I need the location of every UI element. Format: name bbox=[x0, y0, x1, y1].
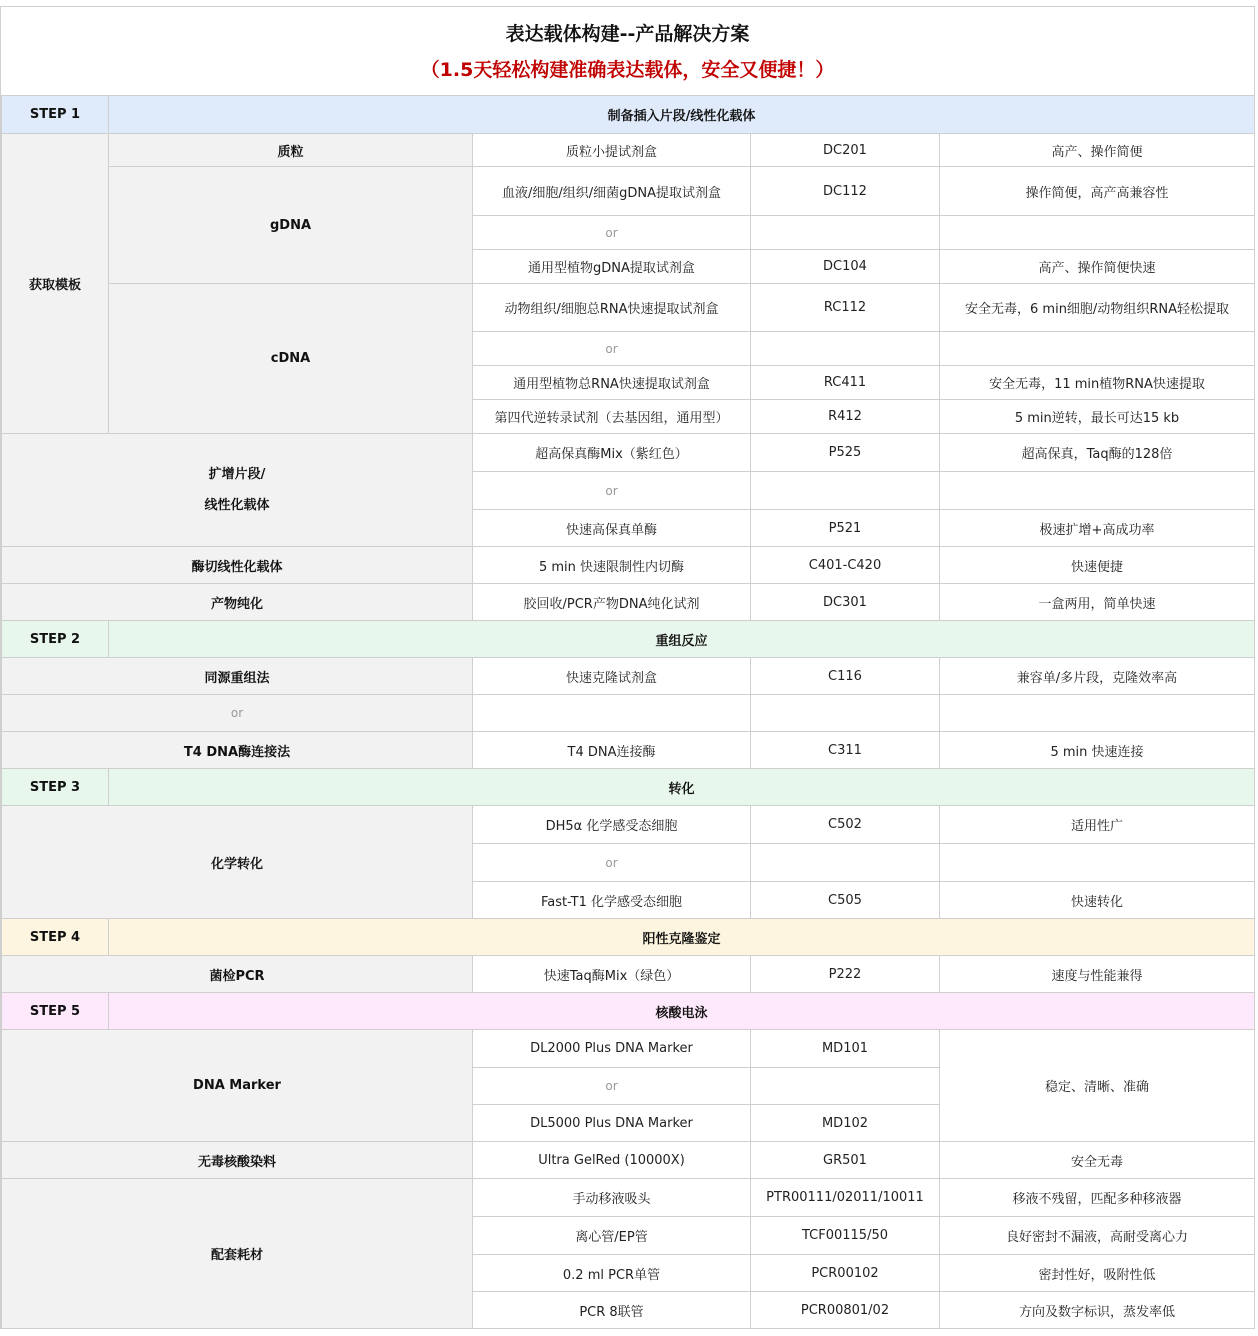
feature-cell: 移液不残留，匹配多种移液器 bbox=[940, 1179, 1255, 1217]
product-cell: 快速高保真单酶 bbox=[473, 510, 751, 547]
table-row bbox=[2, 434, 1255, 472]
table-row bbox=[2, 1030, 1255, 1068]
category-cell: 获取模板 bbox=[2, 134, 109, 434]
feature-cell: 密封性好，吸附性低 bbox=[940, 1255, 1255, 1292]
feature-cell: 极速扩增+高成功率 bbox=[940, 510, 1255, 547]
table-row bbox=[2, 547, 1255, 584]
feature-cell: 一盒两用，简单快速 bbox=[940, 584, 1255, 621]
code-cell: RC112 bbox=[751, 284, 940, 332]
category-cell: 无毒核酸染料 bbox=[2, 1142, 473, 1179]
table-row bbox=[2, 732, 1255, 769]
step-title: 转化 bbox=[109, 769, 1255, 806]
code-cell: DC112 bbox=[751, 167, 940, 216]
step-row bbox=[2, 919, 1255, 956]
code-cell: DC301 bbox=[751, 584, 940, 621]
category-cell: 产物纯化 bbox=[2, 584, 473, 621]
empty-cell bbox=[940, 844, 1255, 882]
or-separator: or bbox=[473, 472, 751, 510]
category-cell: 配套耗材 bbox=[2, 1179, 473, 1329]
feature-cell: 快速转化 bbox=[940, 882, 1255, 919]
code-cell: PCR00801/02 bbox=[751, 1292, 940, 1329]
category-line: 线性化载体 bbox=[204, 498, 270, 513]
empty-cell bbox=[940, 216, 1255, 250]
table-row bbox=[2, 1179, 1255, 1217]
table-row bbox=[2, 167, 1255, 216]
code-cell: DC201 bbox=[751, 134, 940, 167]
product-cell: DL2000 Plus DNA Marker bbox=[473, 1030, 751, 1068]
code-cell: P521 bbox=[751, 510, 940, 547]
step-label: STEP 1 bbox=[2, 96, 109, 134]
step-row bbox=[2, 993, 1255, 1030]
feature-cell: 安全无毒，11 min植物RNA快速提取 bbox=[940, 366, 1255, 400]
subcategory-cell: 质粒 bbox=[109, 134, 473, 167]
category-cell: 菌检PCR bbox=[2, 956, 473, 993]
category-cell: 同源重组法 bbox=[2, 658, 473, 695]
step-title: 核酸电泳 bbox=[109, 993, 1255, 1030]
page-title: 表达载体构建--产品解决方案 bbox=[505, 23, 750, 45]
product-cell: 血液/细胞/组织/细菌gDNA提取试剂盒 bbox=[473, 167, 751, 216]
code-cell: MD102 bbox=[751, 1105, 940, 1142]
table-row bbox=[2, 695, 1255, 732]
solution-panel bbox=[0, 6, 1255, 1329]
header bbox=[1, 7, 1254, 95]
feature-cell: 速度与性能兼得 bbox=[940, 956, 1255, 993]
step-row bbox=[2, 621, 1255, 658]
product-cell: Fast-T1 化学感受态细胞 bbox=[473, 882, 751, 919]
code-cell: C311 bbox=[751, 732, 940, 769]
product-cell: 离心管/EP管 bbox=[473, 1217, 751, 1255]
product-cell: 第四代逆转录试剂（去基因组，通用型） bbox=[473, 400, 751, 434]
feature-cell: 稳定、清晰、准确 bbox=[940, 1030, 1255, 1142]
category-cell bbox=[2, 434, 473, 547]
code-cell: MD101 bbox=[751, 1030, 940, 1068]
feature-cell: 兼容单/多片段，克隆效率高 bbox=[940, 658, 1255, 695]
feature-cell: 5 min 快速连接 bbox=[940, 732, 1255, 769]
product-cell: 胶回收/PCR产物DNA纯化试剂 bbox=[473, 584, 751, 621]
code-cell: DC104 bbox=[751, 250, 940, 284]
code-cell: C505 bbox=[751, 882, 940, 919]
feature-cell: 方向及数字标识，蒸发率低 bbox=[940, 1292, 1255, 1329]
product-cell: 手动移液吸头 bbox=[473, 1179, 751, 1217]
table-row bbox=[2, 584, 1255, 621]
empty-cell bbox=[473, 695, 751, 732]
product-cell: DL5000 Plus DNA Marker bbox=[473, 1105, 751, 1142]
code-cell: PTR00111/02011/10011 bbox=[751, 1179, 940, 1217]
product-cell: 通用型植物总RNA快速提取试剂盒 bbox=[473, 366, 751, 400]
product-cell: 通用型植物gDNA提取试剂盒 bbox=[473, 250, 751, 284]
product-cell: T4 DNA连接酶 bbox=[473, 732, 751, 769]
empty-cell bbox=[940, 695, 1255, 732]
step-row bbox=[2, 769, 1255, 806]
product-cell: DH5α 化学感受态细胞 bbox=[473, 806, 751, 844]
product-cell: 5 min 快速限制性内切酶 bbox=[473, 547, 751, 584]
product-table bbox=[1, 95, 1255, 1329]
subcategory-cell: gDNA bbox=[109, 167, 473, 284]
feature-cell: 良好密封不漏液，高耐受离心力 bbox=[940, 1217, 1255, 1255]
feature-cell: 适用性广 bbox=[940, 806, 1255, 844]
code-cell: P525 bbox=[751, 434, 940, 472]
or-separator: or bbox=[473, 844, 751, 882]
code-cell: C401-C420 bbox=[751, 547, 940, 584]
step-label: STEP 3 bbox=[2, 769, 109, 806]
code-cell: GR501 bbox=[751, 1142, 940, 1179]
feature-cell: 快速便捷 bbox=[940, 547, 1255, 584]
category-cell: T4 DNA酶连接法 bbox=[2, 732, 473, 769]
empty-cell bbox=[751, 695, 940, 732]
or-separator: or bbox=[473, 332, 751, 366]
product-cell: 动物组织/细胞总RNA快速提取试剂盒 bbox=[473, 284, 751, 332]
category-cell: 化学转化 bbox=[2, 806, 473, 919]
or-separator: or bbox=[473, 1068, 751, 1105]
code-cell: C502 bbox=[751, 806, 940, 844]
category-line: 扩增片段/ bbox=[208, 467, 266, 482]
empty-cell bbox=[940, 472, 1255, 510]
empty-cell bbox=[751, 216, 940, 250]
empty-cell bbox=[940, 332, 1255, 366]
table-row bbox=[2, 134, 1255, 167]
category-cell: 酶切线性化载体 bbox=[2, 547, 473, 584]
or-separator: or bbox=[2, 695, 473, 732]
code-cell: RC411 bbox=[751, 366, 940, 400]
product-cell: 快速Taq酶Mix（绿色） bbox=[473, 956, 751, 993]
table-row bbox=[2, 284, 1255, 332]
product-cell: Ultra GelRed (10000X) bbox=[473, 1142, 751, 1179]
feature-cell: 高产、操作简便 bbox=[940, 134, 1255, 167]
page-subtitle: （1.5天轻松构建准确表达载体，安全又便捷！） bbox=[420, 59, 835, 81]
feature-cell: 操作简便，高产高兼容性 bbox=[940, 167, 1255, 216]
empty-cell bbox=[751, 1068, 940, 1105]
code-cell: PCR00102 bbox=[751, 1255, 940, 1292]
empty-cell bbox=[751, 332, 940, 366]
feature-cell: 高产、操作简便快速 bbox=[940, 250, 1255, 284]
product-cell: PCR 8联管 bbox=[473, 1292, 751, 1329]
product-cell: 0.2 ml PCR单管 bbox=[473, 1255, 751, 1292]
table-row bbox=[2, 658, 1255, 695]
feature-cell: 超高保真，Taq酶的128倍 bbox=[940, 434, 1255, 472]
step-title: 制备插入片段/线性化载体 bbox=[109, 96, 1255, 134]
table-row bbox=[2, 806, 1255, 844]
or-separator: or bbox=[473, 216, 751, 250]
feature-cell: 5 min逆转，最长可达15 kb bbox=[940, 400, 1255, 434]
feature-cell: 安全无毒，6 min细胞/动物组织RNA轻松提取 bbox=[940, 284, 1255, 332]
step-title: 重组反应 bbox=[109, 621, 1255, 658]
step-label: STEP 5 bbox=[2, 993, 109, 1030]
step-title: 阳性克隆鉴定 bbox=[109, 919, 1255, 956]
code-cell: TCF00115/50 bbox=[751, 1217, 940, 1255]
step-label: STEP 4 bbox=[2, 919, 109, 956]
code-cell: C116 bbox=[751, 658, 940, 695]
product-cell: 超高保真酶Mix（紫红色） bbox=[473, 434, 751, 472]
product-cell: 质粒小提试剂盒 bbox=[473, 134, 751, 167]
table-row bbox=[2, 956, 1255, 993]
subcategory-cell: cDNA bbox=[109, 284, 473, 434]
step-label: STEP 2 bbox=[2, 621, 109, 658]
empty-cell bbox=[751, 472, 940, 510]
code-cell: R412 bbox=[751, 400, 940, 434]
code-cell: P222 bbox=[751, 956, 940, 993]
category-cell: DNA Marker bbox=[2, 1030, 473, 1142]
table-row bbox=[2, 1142, 1255, 1179]
product-cell: 快速克隆试剂盒 bbox=[473, 658, 751, 695]
step-row bbox=[2, 96, 1255, 134]
feature-cell: 安全无毒 bbox=[940, 1142, 1255, 1179]
empty-cell bbox=[751, 844, 940, 882]
